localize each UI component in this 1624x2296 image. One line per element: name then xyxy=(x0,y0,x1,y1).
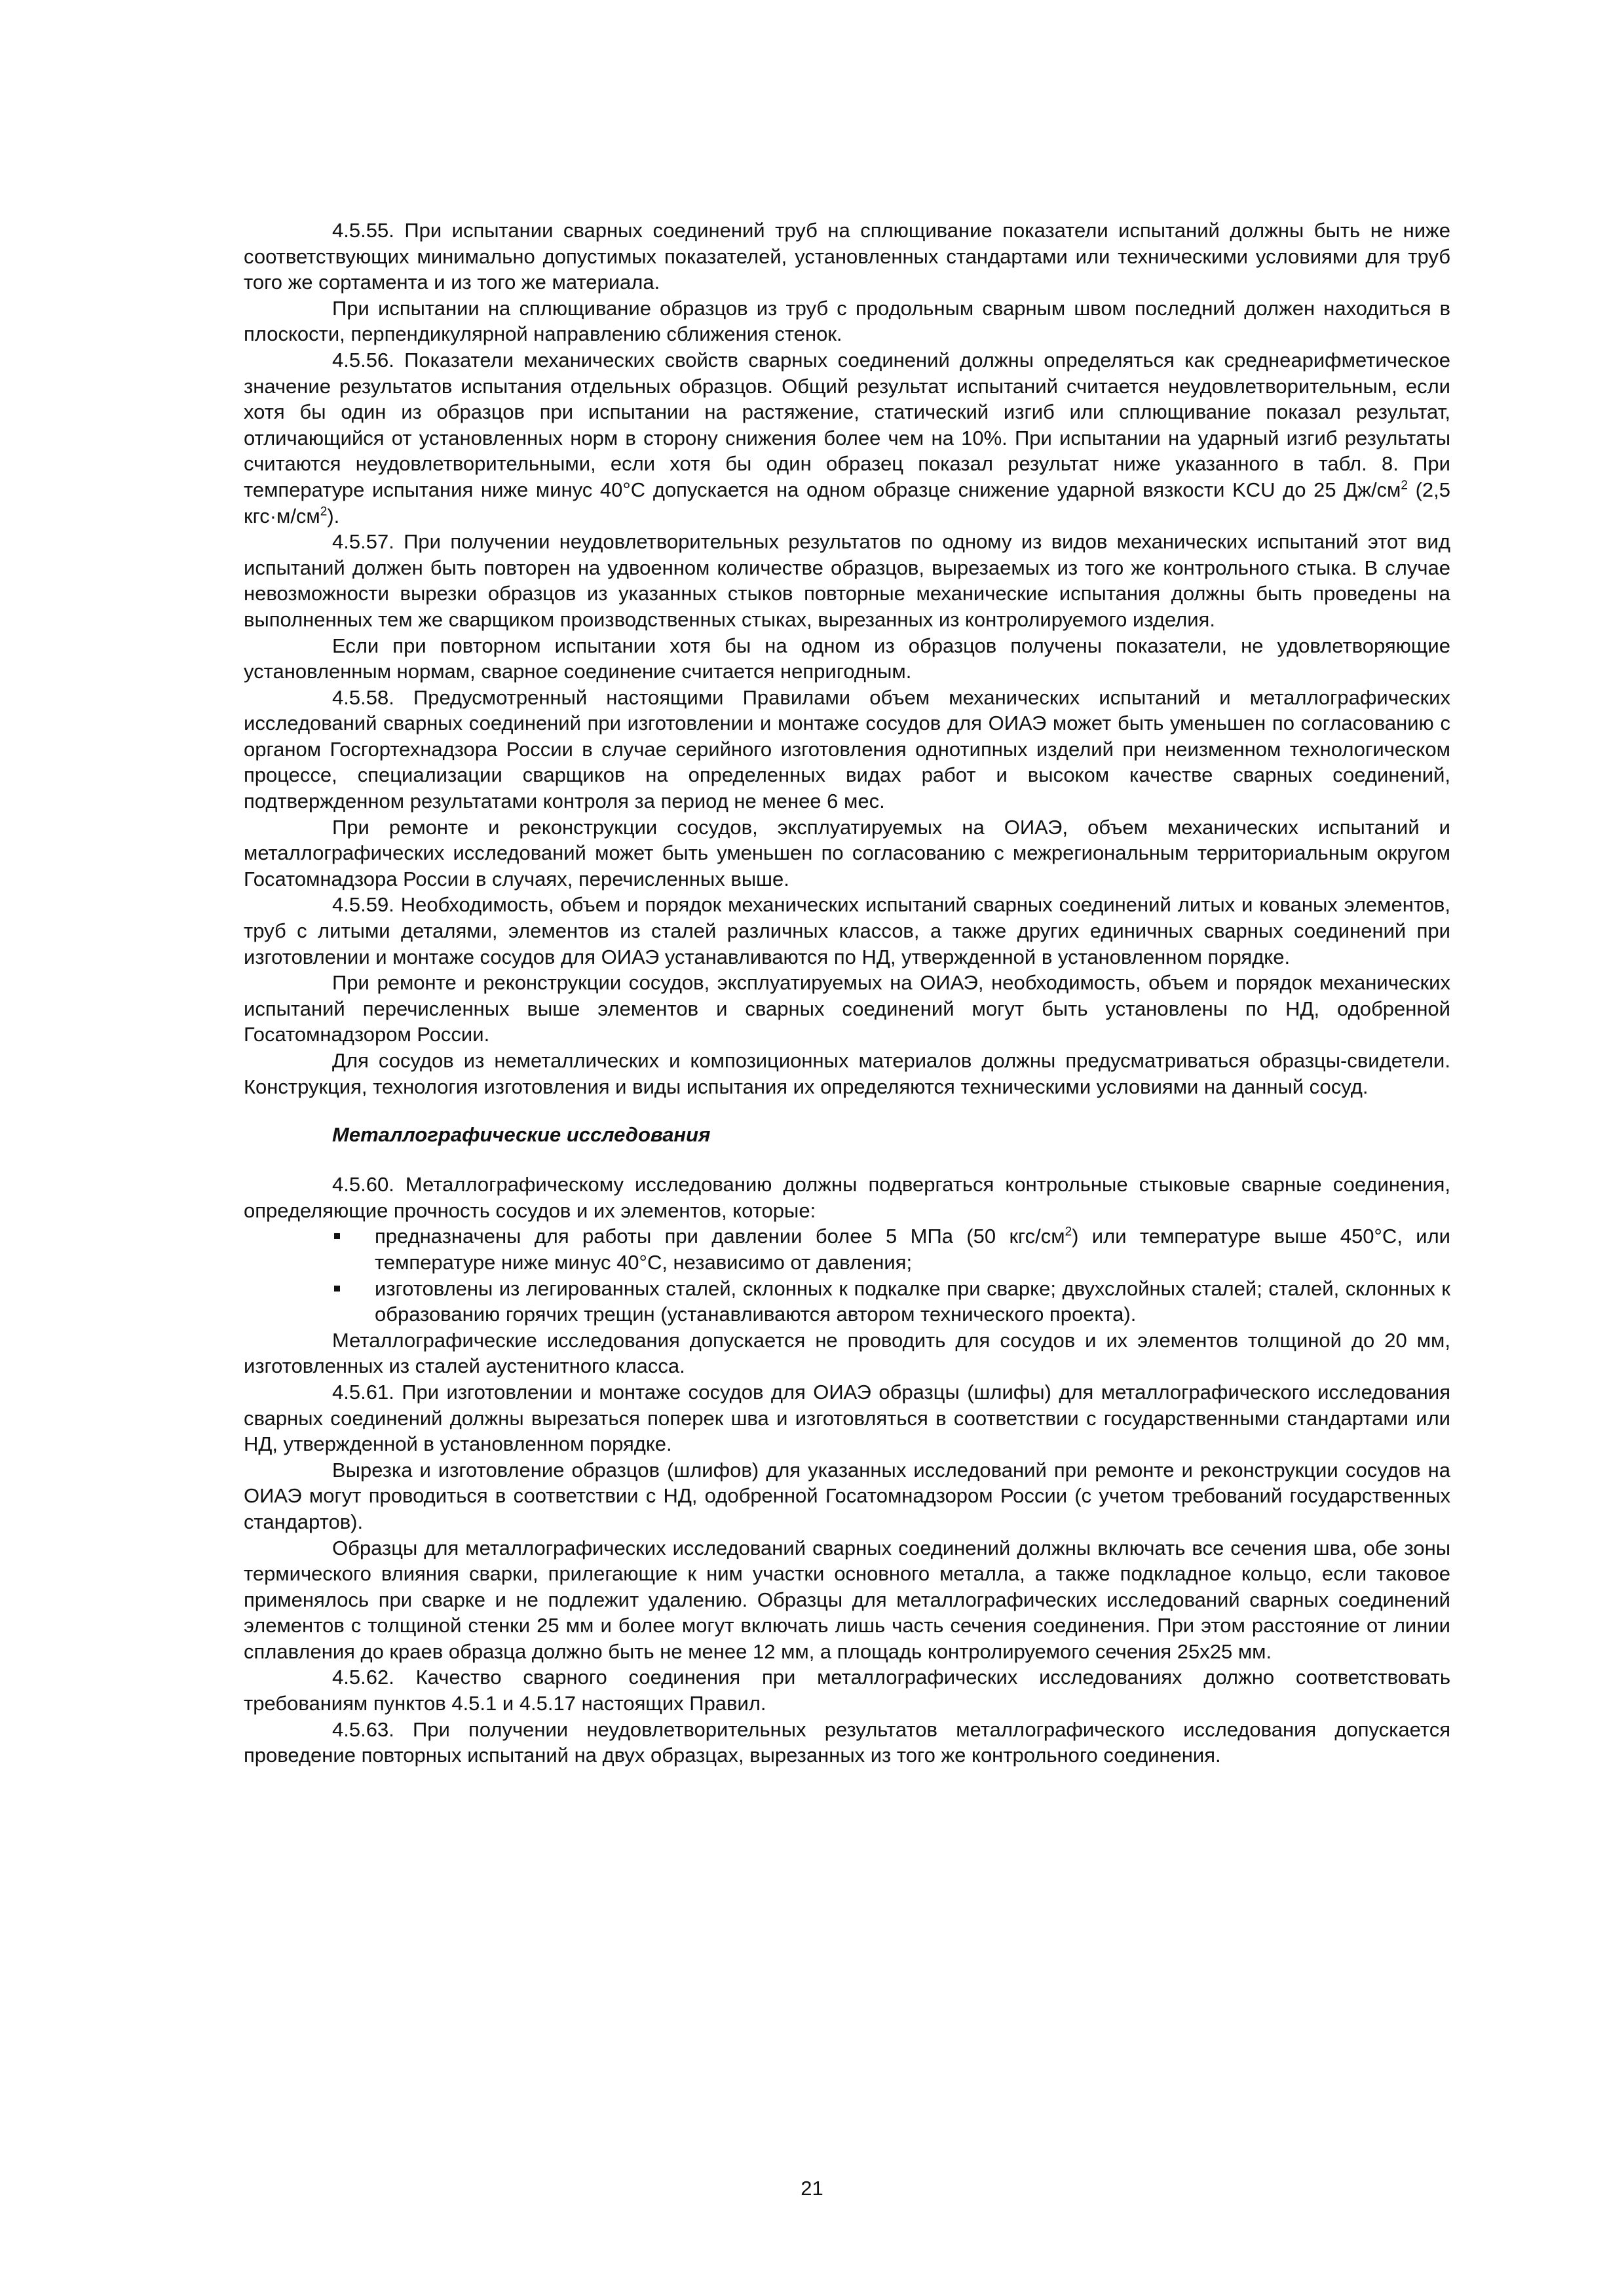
paragraph-nonmetallic: Для сосудов из неметаллических и композиционных материалов должны предусматриваться образцы-свидетели. Конструкция, технология изготовления и виды испытания их определяются техническими условиями на данный сосуд. xyxy=(244,1049,1450,1098)
paragraph-4-5-56-text-3: ). xyxy=(327,504,340,527)
paragraph-4-5-56-text-2: (2,5 кгс·м/см xyxy=(244,478,1450,527)
paragraph-repair-necessity: При ремонте и реконструкции сосудов, эксплуатируемых на ОИАЭ, необходимость, объем и порядок механических испытаний перечисленных выше элементов и сварных соединений могут быть установлены по НД, одобренной Госатомнадзором России. xyxy=(244,971,1450,1046)
paragraph-4-5-58: 4.5.58. Предусмотренный настоящими Правилами объем механических испытаний и металлографических исследований сварных соединений при изготовлении и монтаже сосудов для ОИАЭ может быть уменьшен по согласованию с органом Госгортехнадзора России в случае серийного изготовления однотипных изделий при неизменном технологическом процессе, специализации сварщиков на определенных видах работ и высоком качестве сварных соединений, подтвержденном результатами контроля за период не менее 6 мес. xyxy=(244,685,1450,813)
bullet-icon xyxy=(334,1233,340,1239)
paragraph-4-5-57: 4.5.57. При получении неудовлетворительных результатов по одному из видов механических испытаний этот вид испытаний должен быть повторен на удвоенном количестве образцов, вырезаемых из того же контрольного стыка. В случае невозможности вырезки образцов из указанных стыков повторные механические испытания должны быть проведены на выполненных тем же сварщиком производственных стыках, вырезанных из контролируемого изделия. xyxy=(244,530,1450,631)
paragraph-4-5-62: 4.5.62. Качество сварного соединения при металлографических исследованиях должно соответствовать требованиям пунктов 4.5.1 и 4.5.17 настоящих Правил. xyxy=(244,1666,1450,1715)
superscript: 2 xyxy=(1065,1225,1072,1240)
paragraph-austenitic: Металлографические исследования допускается не проводить для сосудов и их элементов толщиной до 20 мм, изготовленных из сталей аустенитного класса. xyxy=(244,1328,1450,1378)
paragraph-4-5-59: 4.5.59. Необходимость, объем и порядок механических испытаний сварных соединений литых и кованых элементов, труб с литыми деталями, элементов из сталей различных классов, а также других единичных сварных соединений при изготовлении и монтаже сосудов для ОИАЭ устанавливаются по НД, утвержденной в установленном порядке. xyxy=(244,893,1450,968)
paragraph-4-5-60: 4.5.60. Металлографическому исследованию должны подвергаться контрольные стыковые сварные соединения, определяющие прочность сосудов и их элементов, которые: xyxy=(244,1173,1450,1222)
bullet-icon xyxy=(334,1286,340,1292)
paragraph-4-5-61: 4.5.61. При изготовлении и монтаже сосудов для ОИАЭ образцы (шлифы) для металлографического исследования сварных соединений должны вырезаться поперек шва и изготовляться в соответствии с государственными стандартами или НД, утвержденной в установленном порядке. xyxy=(244,1380,1450,1456)
section-heading: Металлографические исследования xyxy=(332,1123,711,1147)
paragraph-4-5-56-text: 4.5.56. Показатели механических свойств сварных соединений должны определяться как среднеарифметическое значение результатов испытания отдельных образцов. Общий результат испытаний считается неудовлетворительным, если хотя бы один из образцов при испытании на растяжение, статический изгиб или сплющивание показал результат, отличающийся от установленных норм в сторону снижения более чем на 10%. При испытании на ударный изгиб результаты считаются неудовлетворительными, если хотя бы один образец показал результат ниже указанного в табл. 8. При температуре испытания ниже минус 40°С допускается на одном образце снижение ударной вязкости KCU до 25 Дж/см xyxy=(244,348,1450,501)
paragraph-4-5-63: 4.5.63. При получении неудовлетворительных результатов металлографического исследования допускается проведение повторных испытаний на двух образцах, вырезанных из того же контрольного соединения. xyxy=(244,1717,1450,1767)
superscript: 2 xyxy=(320,505,328,519)
list-item xyxy=(244,1276,1450,1328)
page-number: 21 xyxy=(801,2177,823,2200)
bullet-list xyxy=(244,1223,1450,1327)
document-page xyxy=(244,218,1450,1769)
list-item xyxy=(244,1223,1450,1275)
paragraph-flattening-seam: При испытании на сплющивание образцов из труб с продольным сварным швом последний должен находиться в плоскости, перпендикулярной направлению сближения стенок. xyxy=(244,296,1450,346)
bullet-text-2: ) или температуре выше 450°С, или температуре ниже минус 40°С, независимо от давления; xyxy=(375,1225,1450,1274)
bullet-text: изготовлены из легированных сталей, склонных к подкалке при сварке; двухслойных сталей; сталей, склонных к образованию горячих трещин (устанавливаются автором технического проекта). xyxy=(375,1276,1450,1326)
paragraph-retest: Если при повторном испытании хотя бы на одном из образцов получены показатели, не удовлетворяющие установленным нормам, сварное соединение считается непригодным. xyxy=(244,634,1450,683)
paragraph-samples: Образцы для металлографических исследований сварных соединений должны включать все сечения шва, обе зоны термического влияния сварки, прилегающие к ним участки основного металла, а также подкладное кольцо, если таковое применялось при сварке и не подлежит удалению. Образцы для металлографических исследований сварных соединений элементов с толщиной стенки 25 мм и более могут включать лишь часть сечения соединения. При этом расстояние от линии сплавления до краев образца должно быть не менее 12 мм, а площадь контролируемого сечения 25х25 мм. xyxy=(244,1536,1450,1663)
superscript: 2 xyxy=(1401,478,1408,493)
paragraph-cutting: Вырезка и изготовление образцов (шлифов) для указанных исследований при ремонте и реконструкции сосудов на ОИАЭ могут проводиться в соответствии с НД, одобренной Госатомнадзором России (с учетом требований государственных стандартов). xyxy=(244,1458,1450,1533)
paragraph-repair-reduction: При ремонте и реконструкции сосудов, эксплуатируемых на ОИАЭ, объем механических испытаний и металлографических исследований может быть уменьшен по согласованию с межрегиональным территориальным округом Госатомнадзора России в случаях, перечисленных выше. xyxy=(244,815,1450,890)
paragraph-4-5-55: 4.5.55. При испытании сварных соединений труб на сплющивание показатели испытаний должны быть не ниже соответствующих минимально допустимых показателей, установленных стандартами или техническими условиями для труб того же сортамента и из того же материала. xyxy=(244,219,1450,294)
bullet-text: предназначены для работы при давлении более 5 МПа (50 кгс/см xyxy=(375,1225,1065,1248)
paragraph-4-5-56 xyxy=(244,347,1450,529)
